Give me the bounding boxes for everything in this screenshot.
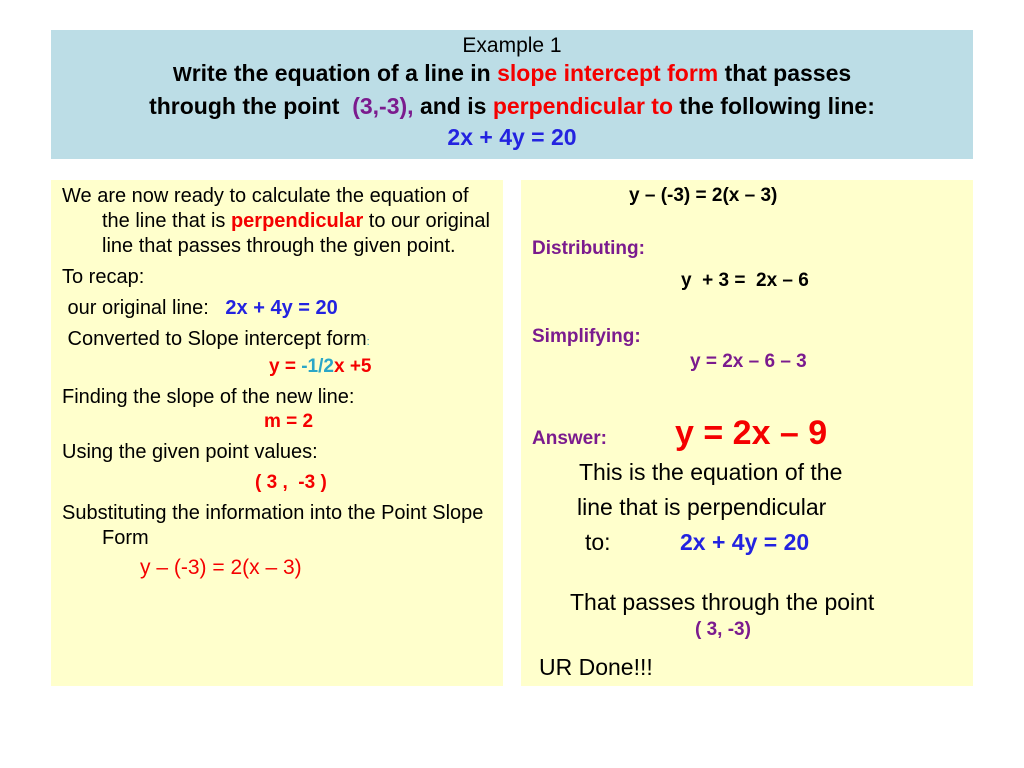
original-line-row [62, 296, 493, 321]
answer-description-3: to: [585, 529, 611, 555]
si-rest: x +5 [333, 356, 372, 377]
finding-slope-label: Finding the slope of the new line: [62, 386, 355, 408]
question-text-1: rite the equation of a line in [191, 60, 498, 86]
right-panel [521, 180, 973, 686]
answer-description-2: line that is perpendicular [577, 494, 827, 520]
converted-colon: : [366, 336, 370, 348]
passes-through-text: That passes through the point [570, 589, 875, 615]
given-point-values: ( 3 , -3 ) [255, 472, 327, 493]
distributing-label: Distributing: [532, 238, 645, 259]
question-text-2: that passes [718, 60, 852, 86]
point-slope-step: y – (-3) = 2(x – 3) [629, 185, 778, 206]
left-panel [51, 180, 503, 686]
using-point-label: Using the given point values: [62, 441, 318, 463]
answer-label: Answer: [532, 428, 607, 449]
simplified-equation: y = 2x – 6 – 3 [690, 351, 807, 372]
answer-description-1: This is the equation of the [579, 459, 843, 485]
new-slope: m = 2 [264, 411, 314, 432]
question-text-4: and is [413, 93, 493, 119]
substituting-label: Substituting the information into the Point Slope Form [62, 502, 484, 549]
title-banner [51, 30, 973, 159]
given-equation: 2x + 4y = 20 [447, 124, 577, 150]
done-text: UR Done!!! [539, 654, 653, 680]
slope-intercept-equation [62, 355, 493, 379]
question-text-5: the following line: [673, 93, 875, 119]
intro-text-a: We are now ready to calculate the equation of the line that is [62, 185, 469, 232]
original-equation-ref: 2x + 4y = 20 [680, 529, 810, 555]
perpendicular-word: perpendicular [230, 210, 364, 232]
intro-text-b: to our original line that passes through the given point. [102, 210, 490, 257]
intro-text [62, 184, 493, 259]
original-line-label: our original line: [62, 297, 226, 319]
answer-equation: y = 2x – 9 [675, 414, 828, 452]
simplifying-label: Simplifying: [532, 326, 641, 347]
example-label: Example 1 [462, 34, 562, 57]
converted-row [62, 327, 493, 355]
distributed-equation: y + 3 = 2x – 6 [681, 270, 809, 291]
question-line-1 [51, 58, 973, 91]
si-y: y = [269, 356, 302, 377]
converted-label: Converted to Slope intercept form [62, 328, 367, 350]
recap-label: To recap: [62, 266, 145, 288]
perpendicular-term: perpendicular to [492, 93, 674, 119]
original-line-equation: 2x + 4y = 20 [225, 297, 338, 319]
question-line-2 [51, 91, 973, 122]
slope-intercept-form-term: slope intercept form [497, 60, 719, 86]
final-point: ( 3, -3) [695, 619, 751, 640]
question-text-3: through the point [149, 93, 353, 119]
point-slope-equation: y – (-3) = 2(x – 3) [140, 556, 302, 579]
given-point: (3,-3), [352, 93, 414, 119]
si-slope: -1/2 [301, 356, 334, 377]
question-w: W [172, 64, 192, 86]
